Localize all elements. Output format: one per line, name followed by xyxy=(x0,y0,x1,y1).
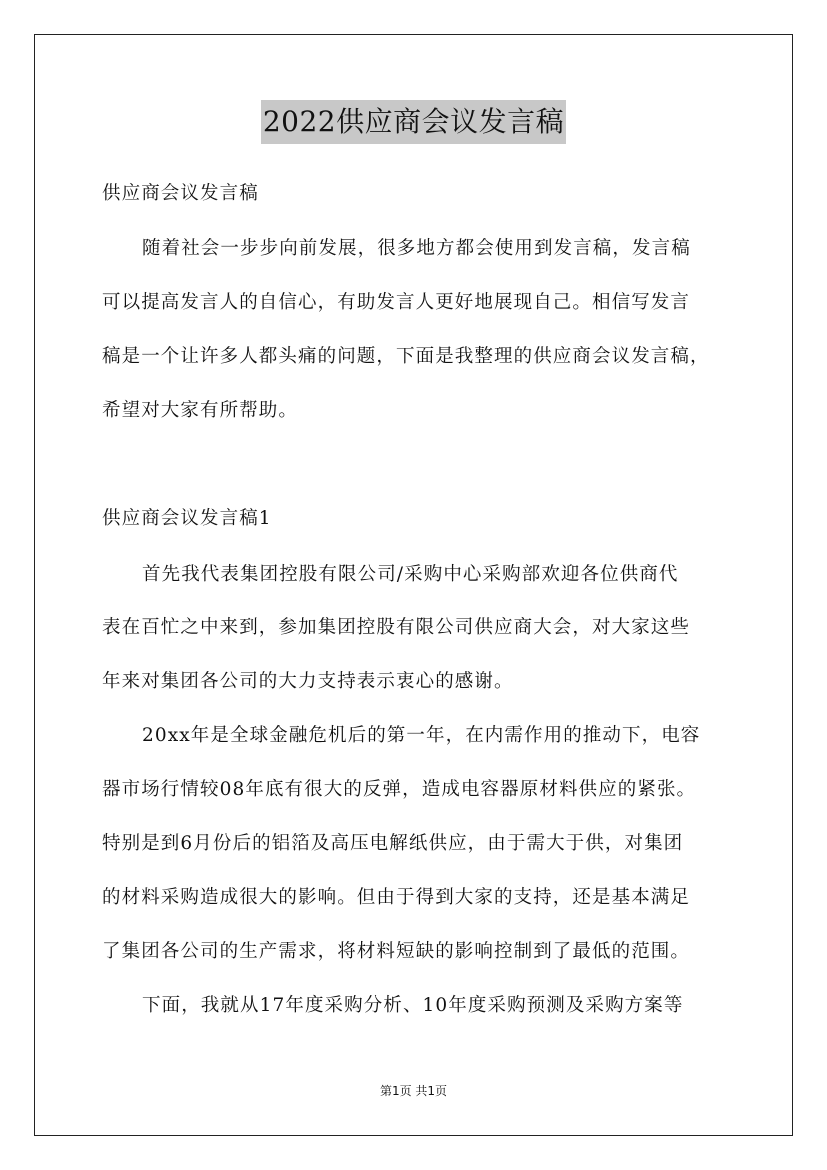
title-container xyxy=(0,100,827,144)
document-title: 2022供应商会议发言稿 xyxy=(261,100,566,144)
paragraph-line: 的材料采购造成很大的影响。但由于得到大家的支持，还是基本满足 xyxy=(102,887,691,908)
section-heading: 供应商会议发言稿 xyxy=(102,183,259,204)
paragraph-line: 器市场行情较08年底有很大的反弹，造成电容器原材料供应的紧张。 xyxy=(102,779,697,800)
section-heading: 供应商会议发言稿1 xyxy=(102,508,272,529)
page-number: 第1页 共1页 xyxy=(379,1084,448,1098)
paragraph-line: 了集团各公司的生产需求，将材料短缺的影响控制到了最低的范围。 xyxy=(102,941,691,962)
paragraph-line: 稿是一个让许多人都头痛的问题，下面是我整理的供应商会议发言稿， xyxy=(102,346,710,367)
paragraph-line: 20xx年是全球金融危机后的第一年，在内需作用的推动下，电容 xyxy=(142,725,701,746)
paragraph-line: 下面，我就从17年度采购分析、10年度采购预测及采购方案等 xyxy=(142,995,684,1016)
paragraph-line: 表在百忙之中来到，参加集团控股有限公司供应商大会，对大家这些 xyxy=(102,617,691,638)
paragraph-line: 首先我代表集团控股有限公司/采购中心采购部欢迎各位供商代 xyxy=(142,564,679,585)
paragraph-line: 年来对集团各公司的大力支持表示衷心的感谢。 xyxy=(102,671,514,692)
paragraph-line: 可以提高发言人的自信心，有助发言人更好地展现自己。相信写发言 xyxy=(102,292,691,313)
paragraph-line: 希望对大家有所帮助。 xyxy=(102,400,299,421)
paragraph-line: 特别是到6月份后的铝箔及高压电解纸供应，由于需大于供，对集团 xyxy=(102,833,684,854)
paragraph-line: 随着社会一步步向前发展，很多地方都会使用到发言稿，发言稿 xyxy=(142,238,691,259)
